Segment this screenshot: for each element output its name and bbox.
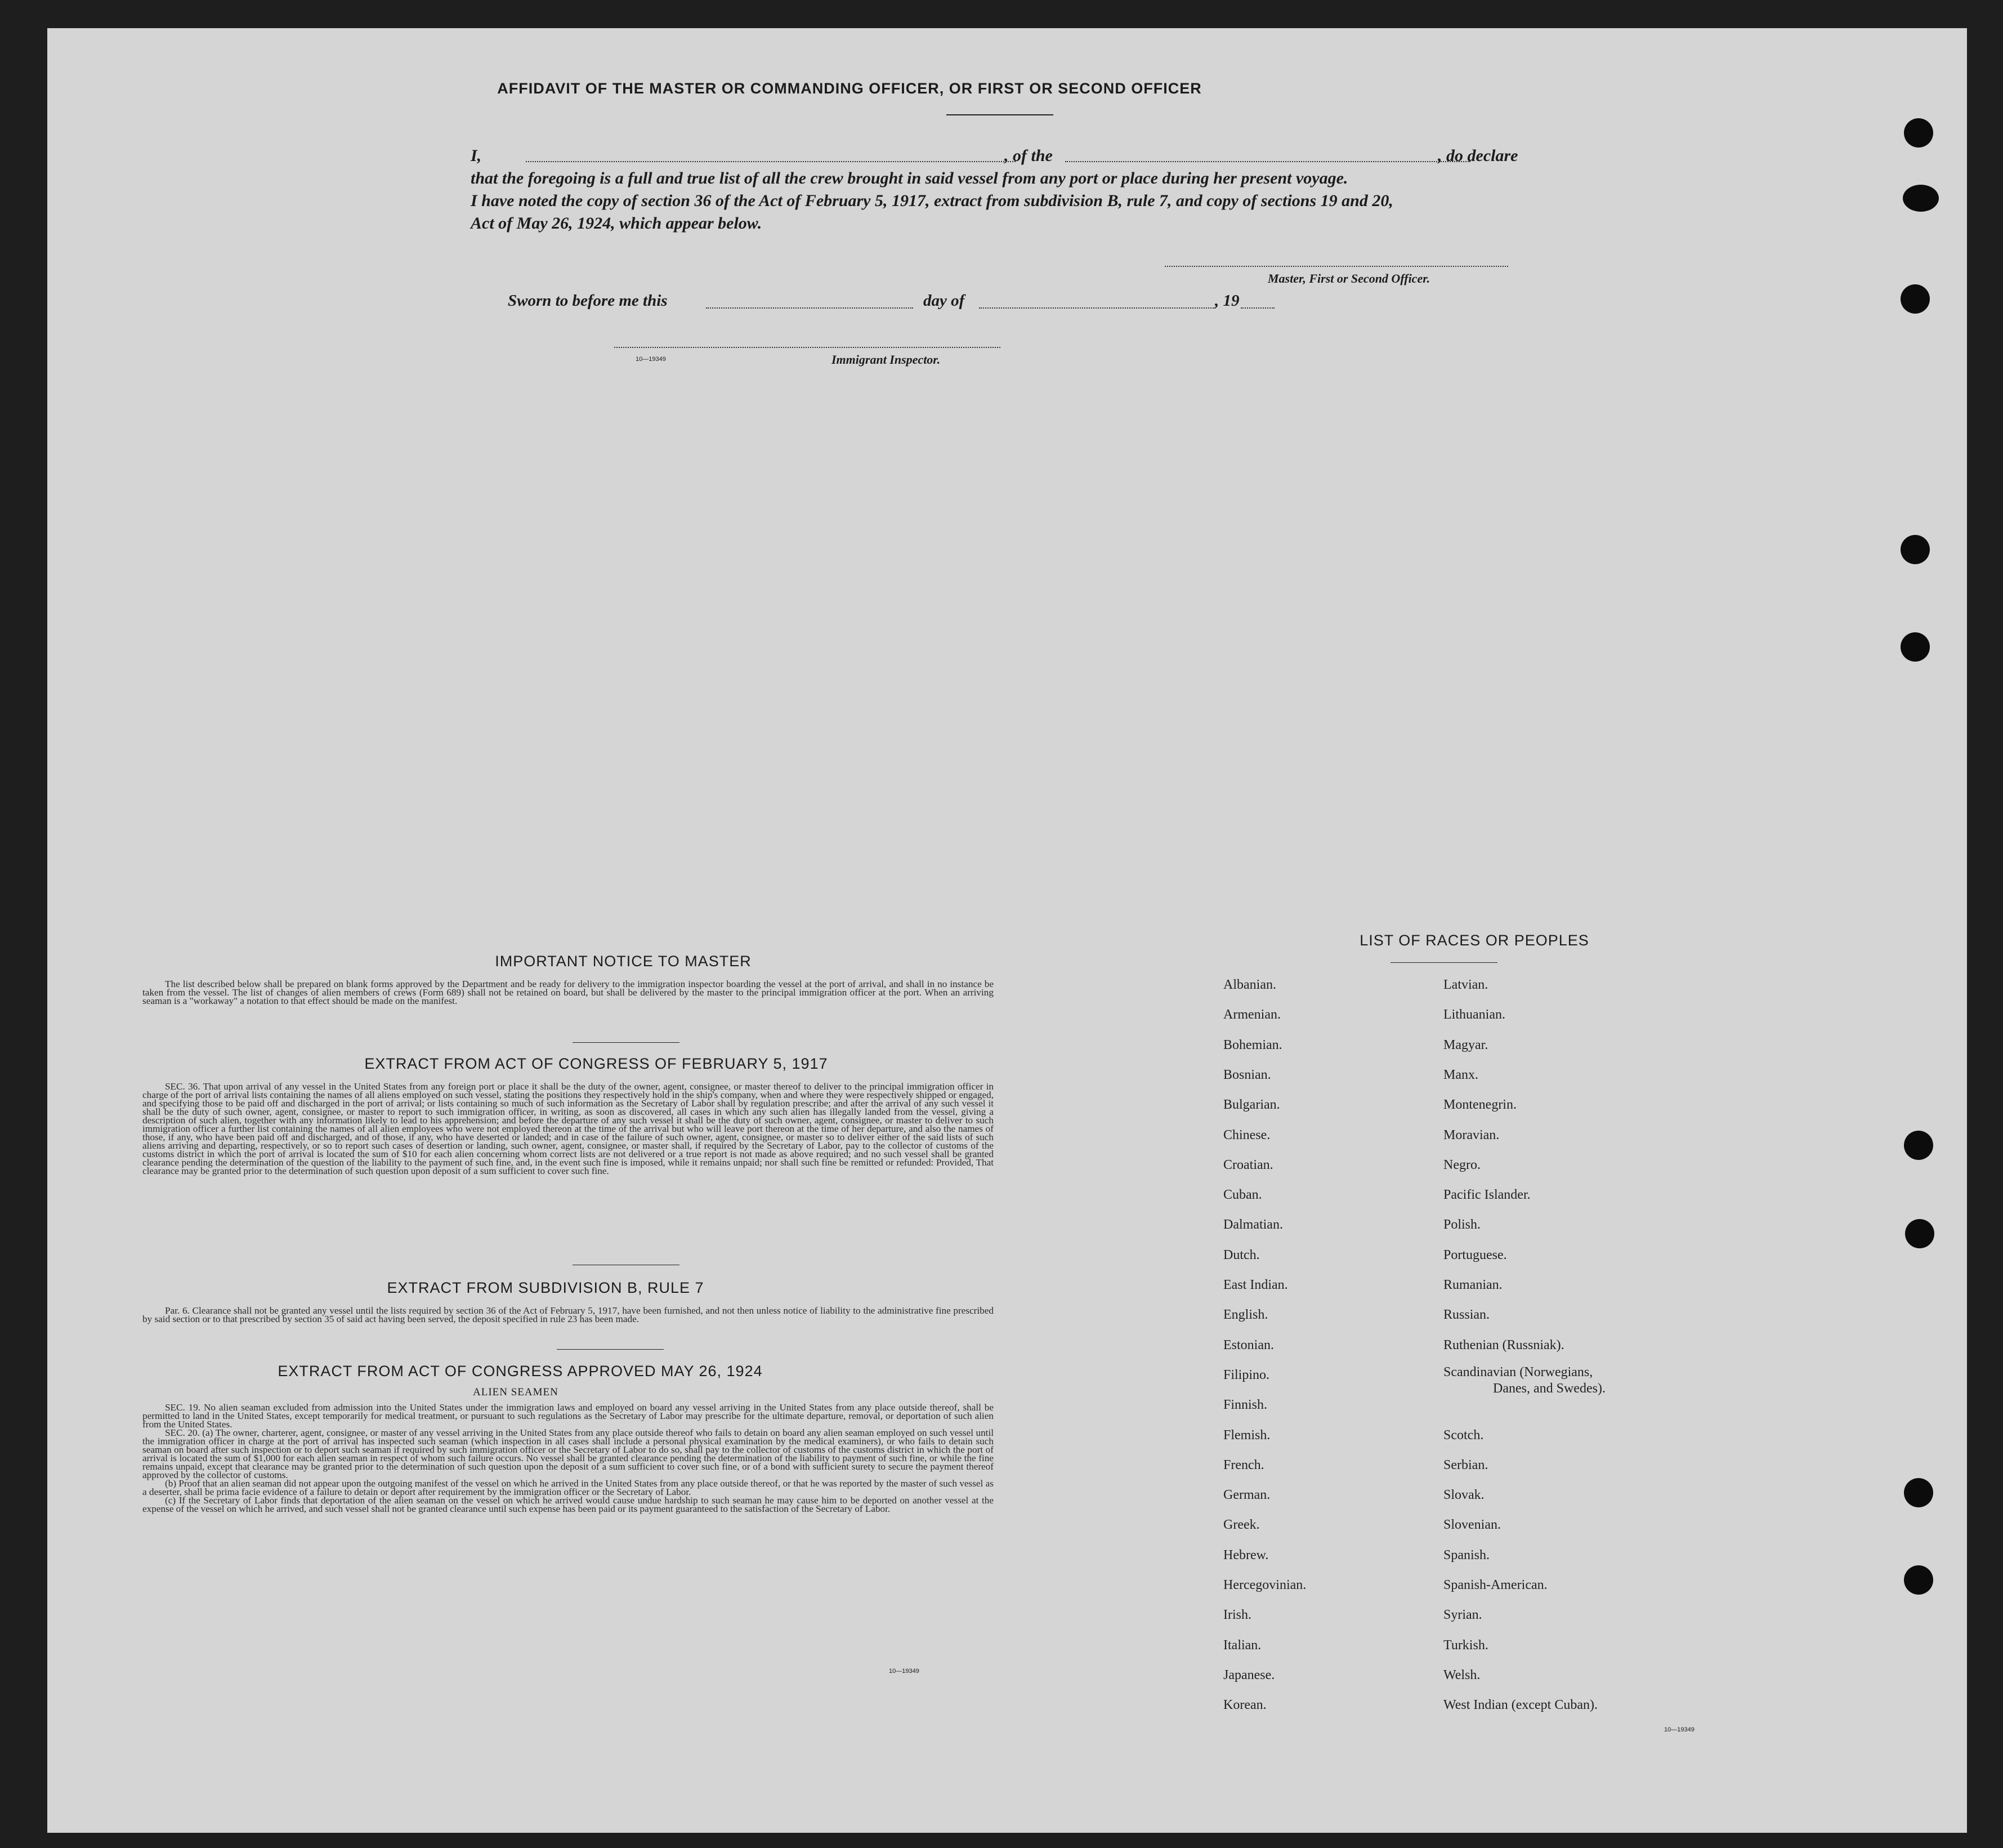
notice-text (142, 980, 994, 1005)
race-item: Turkish. (1443, 1637, 1488, 1653)
binder-hole (1904, 1565, 1933, 1595)
race-item: Estonian. (1223, 1337, 1274, 1352)
race-item: Welsh. (1443, 1667, 1481, 1682)
race-item: Armenian. (1223, 1007, 1281, 1023)
binder-hole (1901, 284, 1930, 314)
race-item: Finnish. (1223, 1398, 1268, 1413)
race-item: Rumanian. (1443, 1278, 1503, 1292)
affidavit-line1-declare: , do declare (1438, 146, 1518, 165)
sworn-year: , 19 (1215, 292, 1240, 310)
race-item: Pacific Islander. (1443, 1188, 1531, 1203)
binder-hole (1904, 1131, 1933, 1160)
race-item: Manx. (1443, 1067, 1478, 1082)
race-item: Lithuanian. (1443, 1007, 1505, 1023)
sec19-paragraph: SEC. 19. No alien seaman excluded from admission into the United States under the immigration laws and employed on board any vessel arriving in the United States from any place outside thereof, shall be permitted to land in the United States, except temporarily for medical treatment, or pursuant to such regulations as the Secretary of Labor may prescribe for the ultimate departure, removal, or deportation of such alien from the United States. (142, 1402, 994, 1430)
race-item: Flemish. (1223, 1427, 1271, 1443)
sworn-day-of: day of (923, 292, 965, 310)
sworn-day-field[interactable] (706, 307, 913, 309)
race-item: Italian. (1223, 1637, 1262, 1653)
race-item: Bohemian. (1223, 1037, 1282, 1052)
race-item: Dutch. (1223, 1247, 1260, 1262)
race-item: Dalmatian. (1223, 1217, 1283, 1233)
act-1917-text (142, 1082, 994, 1175)
inspector-label: Immigrant Inspector. (831, 352, 941, 367)
sworn-month-field[interactable] (979, 307, 1215, 309)
race-item: Hebrew. (1223, 1547, 1269, 1563)
race-item: Cuban. (1223, 1188, 1262, 1203)
rule7-text (142, 1306, 994, 1323)
race-item: Greek. (1223, 1517, 1260, 1533)
act-1924-form-number: 10—19349 (889, 1668, 919, 1675)
race-item: Hercegovinian. (1223, 1578, 1307, 1592)
race-item: German. (1223, 1488, 1271, 1503)
binder-hole (1901, 632, 1930, 662)
affidavit-line1-of-the: , of the (1004, 146, 1053, 165)
race-item: Spanish. (1443, 1547, 1490, 1563)
race-item: Chinese. (1223, 1127, 1271, 1142)
sec20b-paragraph: (b) Proof that an alien seaman did not appear upon the outgoing manifest of the vessel on which he arrived in the United States from any place outside thereof, or that he was reported by the master of such vessel as a deserter, shall be prima facie evidence of a failure to detain or deport after requirement by the immigration officer or the Secretary of Labor. (142, 1478, 994, 1497)
race-item: Magyar. (1443, 1037, 1488, 1052)
race-item: Ruthenian (Russniak). (1443, 1337, 1564, 1352)
race-item: Slovak. (1443, 1488, 1485, 1503)
race-item: Korean. (1223, 1698, 1267, 1713)
affidavit-line2: that the foregoing is a full and true list of all the crew brought in said vessel from any port or place during her present voyage. (471, 169, 1348, 188)
sworn-prefix: Sworn to before me this (508, 292, 668, 310)
binder-hole (1904, 1478, 1933, 1507)
race-item: Polish. (1443, 1217, 1481, 1233)
race-item: Scandinavian (Norwegians, (1443, 1364, 1593, 1380)
sec20a-paragraph: SEC. 20. (a) The owner, charterer, agent, consignee, or master of any vessel arriving in the United States from any place outside thereof who fails to detain on board any alien seaman employed on such vessel until the immigration officer in charge at the port of arrival has inspected such seaman (which inspection in all cases shall include a personal physical examination by the medical examiners), or who fails to detain such seaman on board after such inspection or to deport such seaman if required by such immigration officer or the Secretary of Labor to do so, shall pay to the collector of customs of the customs district in which the port of arrival is located the sum of $1,000 for each alien seaman in respect of whom such failure occurs. No vessel shall be granted clearance pending the determination of the liability to payment of such fine, or while the fine remains unpaid, except that clearance may be granted prior to the determination of such question upon the deposit of a sum sufficient to cover such fine, or of a bond with sufficient surety to secure the payment thereof approved by the collector of customs. (142, 1427, 994, 1480)
races-title: LIST OF RACES OR PEOPLES (1360, 932, 1589, 949)
race-item: Bulgarian. (1223, 1097, 1280, 1113)
races-form-number: 10—19349 (1664, 1726, 1694, 1733)
rule7-title: EXTRACT FROM SUBDIVISION B, RULE 7 (387, 1279, 704, 1296)
race-item: Albanian. (1223, 977, 1276, 992)
race-item: Russian. (1443, 1307, 1490, 1323)
race-item: French. (1223, 1457, 1264, 1472)
affidavit-title: AFFIDAVIT OF THE MASTER OR COMMANDING OFFICER, OR FIRST OR SECOND OFFICER (497, 80, 1202, 97)
race-item: Spanish-American. (1443, 1578, 1548, 1592)
race-item: English. (1223, 1307, 1268, 1323)
affidavit-line3: I have noted the copy of section 36 of the Act of February 5, 1917, extract from subdivision B, rule 7, and copy of sections 19 and 20, (471, 191, 1393, 210)
race-item: Slovenian. (1443, 1517, 1501, 1533)
section-divider (557, 1349, 664, 1350)
name-field[interactable] (526, 161, 1016, 162)
binder-hole (1905, 1219, 1934, 1248)
act-1924-text (142, 1403, 994, 1513)
inspector-signature-field[interactable] (614, 347, 1000, 348)
sworn-year-field[interactable] (1241, 307, 1275, 309)
master-signature-label: Master, First or Second Officer. (1268, 271, 1430, 285)
vessel-field[interactable] (1065, 161, 1470, 162)
section-divider (573, 1042, 679, 1043)
affidavit-form-number: 10—19349 (636, 356, 666, 363)
races-title-underline (1391, 962, 1497, 963)
race-item: Montenegrin. (1443, 1097, 1517, 1113)
affidavit-line4: Act of May 26, 1924, which appear below. (471, 214, 762, 233)
binder-hole (1903, 185, 1939, 212)
sec20c-paragraph: (c) If the Secretary of Labor finds that deportation of the alien seaman on the vessel on which he arrived would cause undue hardship to such seaman he may cause him to be deported on another vessel at the expense of the vessel on which he arrived, and such vessel shall not be granted clearance until such expense has been paid or its payment guaranteed to the satisfaction of the Secretary of Labor. (142, 1495, 994, 1514)
rule7-paragraph: Par. 6. Clearance shall not be granted any vessel until the lists required by section 36 of the Act of February 5, 1917, have been furnished, and not then unless notice of liability to the administrative fine prescribed by said section or to that prescribed by section 35 of said act having been served, the deposit specified in rule 23 has been made. (142, 1305, 994, 1324)
notice-paragraph: The list described below shall be prepared on blank forms approved by the Department and be ready for delivery to the immigration inspector boarding the vessel at the port of arrival, and shall in no instance be taken from the vessel. The list of changes of alien members of crews (Form 689) shall not be retained on board, but shall be delivered by the master to the principal immigration officer at the port. When an arriving seaman is a "workaway" a notation to that effect should be made on the manifest. (142, 979, 994, 1006)
race-item: Danes, and Swedes). (1493, 1381, 1606, 1396)
affidavit-line1-i: I, (471, 146, 482, 165)
race-item: Irish. (1223, 1608, 1251, 1623)
race-item: West Indian (except Cuban). (1443, 1698, 1598, 1713)
race-item: Croatian. (1223, 1157, 1273, 1172)
race-item: Japanese. (1223, 1667, 1275, 1682)
title-underline (946, 114, 1053, 115)
race-item: Portuguese. (1443, 1247, 1507, 1262)
binder-hole (1901, 535, 1930, 564)
notice-title: IMPORTANT NOTICE TO MASTER (495, 953, 752, 970)
act-1924-subtitle: ALIEN SEAMEN (473, 1386, 558, 1398)
master-signature-field[interactable] (1165, 266, 1508, 267)
race-item: Scotch. (1443, 1427, 1484, 1443)
binder-hole (1904, 118, 1933, 148)
form-page (47, 28, 1967, 1833)
race-item: Negro. (1443, 1157, 1481, 1172)
race-item: East Indian. (1223, 1278, 1288, 1292)
act-1924-title: EXTRACT FROM ACT OF CONGRESS APPROVED MAY 26, 1924 (278, 1363, 763, 1380)
race-item: Latvian. (1443, 977, 1488, 992)
race-item: Filipino. (1223, 1367, 1270, 1382)
race-item: Bosnian. (1223, 1067, 1271, 1082)
race-item: Serbian. (1443, 1457, 1488, 1472)
race-item: Syrian. (1443, 1608, 1482, 1623)
race-item: Moravian. (1443, 1127, 1500, 1142)
act-1917-title: EXTRACT FROM ACT OF CONGRESS OF FEBRUARY 5, 1917 (364, 1055, 828, 1072)
act-1917-paragraph: SEC. 36. That upon arrival of any vessel in the United States from any foreign port or place it shall be the duty of the owner, agent, consignee, or master thereof to deliver to the principal immigration officer in charge of the port of arrival lists containing the names of all aliens employed on such vessel, stating the positions they respectively hold in the ship's company, when and where they were respectively shipped or engaged, and specifying those to be paid off and discharged in the port of arrival; or lists containing so much of such information as the Secretary of Labor shall by regulation prescribe; and after the arrival of any such vessel it shall be the duty of such owner, agent, consignee, or master to report to such immigration officer, in writing, as soon as discovered, all cases in which any such alien has illegally landed from the vessel, giving a description of such alien, together with any information likely to lead to his apprehension; and before the departure of any such vessel it shall be the duty of such owner, agent, consignee, or master to deliver to such immigration officer a further list containing the names of all alien employees who were not employed thereon at the time of the arrival but who will leave port thereon at the time of her departure, and also the names of those, if any, who have been paid off and discharged, and of those, if any, who have deserted or landed; and in case of the failure of such owner, agent, consignee, or master so to deliver either of the said lists of such aliens arriving and departing, respectively, or so to report such cases of desertion or landing, such owner, agent, consignee, or master shall, if required by the Secretary of Labor, pay to the collector of customs of the customs district in which the port of arrival is located the sum of $10 for each alien concerning whom correct lists are not delivered or a true report is not made as above required; and no such vessel shall be granted clearance pending the determination of the question of the liability to the payment of such fine, and, in the event such fine is imposed, while it remains unpaid; nor shall such fine be remitted or refunded: Provided, That clearance may be granted prior to the determination of such question upon deposit of a sum sufficient to cover such fine. (142, 1081, 994, 1176)
